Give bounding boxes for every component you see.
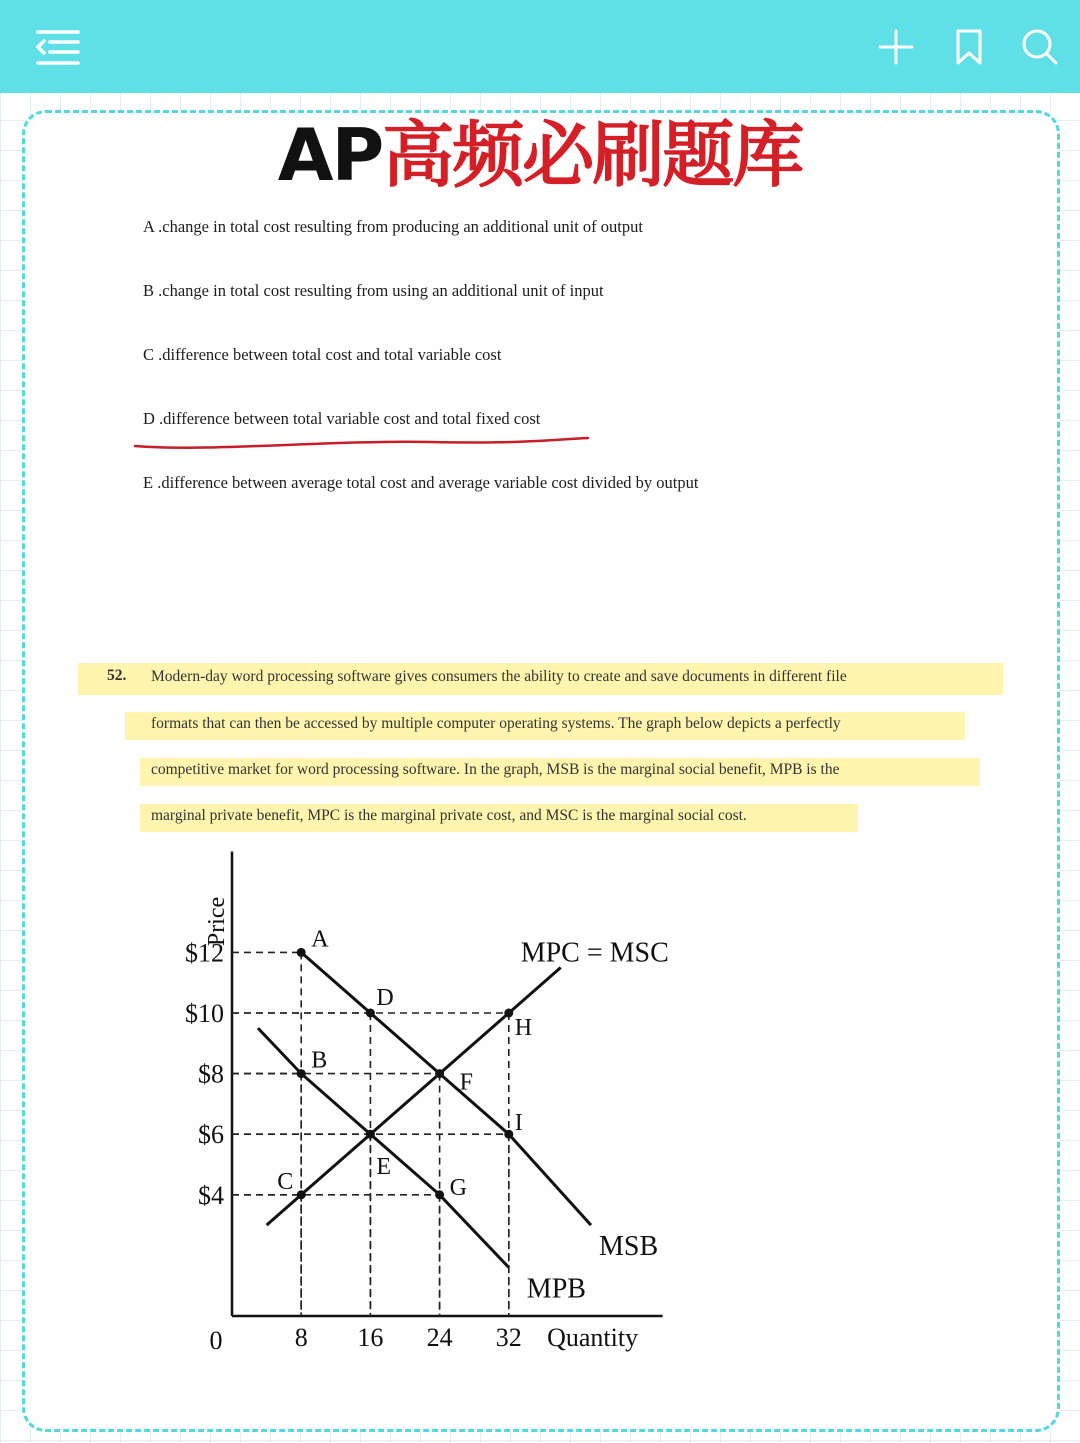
point-label: G [449,1174,467,1201]
option-text: difference between total variable cost and total fixed cost [163,409,541,428]
title-text: 高频必刷题库 [382,113,803,197]
point-label: I [514,1110,523,1137]
x-tick-label: 16 [357,1323,384,1352]
option-e: E .difference between average total cost and average variable cost divided by output [143,473,699,492]
origin-label: 0 [209,1326,223,1355]
question-line: formats that can then be accessed by multiple computer operating systems. The graph below depicts a perfectly [151,715,841,732]
point-label: D [376,985,394,1011]
y-tick-label: $10 [185,999,224,1028]
point-marker [366,1130,375,1139]
point-label: C [277,1168,294,1195]
option-text: difference between total cost and total variable cost [162,345,502,364]
option-c: C .difference between total cost and total variable cost [143,345,502,364]
point-label: H [514,1015,533,1041]
point-marker [297,1069,306,1078]
point-marker [504,1130,513,1139]
point-label: E [376,1154,392,1181]
option-d: D .difference between total variable cost and total fixed cost [143,409,541,428]
series-line [267,968,561,1226]
y-tick-label: $4 [198,1180,224,1210]
question-line: competitive market for word processing software. In the graph, MSB is the marginal social benefit, MPB is the [151,761,840,778]
x-axis-label: Quantity [547,1323,639,1352]
point-label: A [311,926,329,953]
point-marker [297,948,306,957]
option-text: change in total cost resulting from producing an additional unit of output [162,217,643,236]
series-label: MSB [598,1231,659,1263]
series-label: MPB [526,1273,586,1305]
series-label: MPC = MSC [520,937,669,969]
point-marker [297,1190,306,1199]
option-text: difference between average total cost and average variable cost divided by output [161,473,699,492]
point-marker [366,1009,375,1018]
title-prefix: AP [277,113,383,197]
y-tick-label: $6 [198,1120,224,1150]
question-line: Modern-day word processing software gives consumers the ability to create and save documents in different file [151,668,847,685]
option-a: A .change in total cost resulting from producing an additional unit of output [143,217,643,236]
point-marker [504,1009,513,1018]
question-line: marginal private benefit, MPC is the marginal private cost, and MSC is the marginal social cost. [151,807,747,824]
series-line [258,1028,509,1267]
point-marker [435,1190,444,1199]
option-letter: E [143,473,154,492]
y-axis-label: Price [204,896,230,947]
x-tick-label: 32 [495,1323,522,1352]
question-number: 52. [107,667,127,684]
option-text: change in total cost resulting from using an additional unit of input [162,281,604,300]
series-line [301,952,591,1225]
point-marker [435,1069,444,1078]
point-label: F [459,1069,473,1096]
y-tick-label: $8 [198,1059,224,1089]
option-letter: D [143,409,155,428]
x-tick-label: 8 [294,1323,308,1352]
option-letter: A [143,217,155,236]
point-label: B [311,1047,328,1074]
y-tick-label: $12 [185,938,224,968]
option-letter: B [143,281,155,300]
x-tick-label: 24 [426,1323,453,1352]
option-b: B .change in total cost resulting from using an additional unit of input [143,281,604,300]
option-letter: C [143,345,155,364]
